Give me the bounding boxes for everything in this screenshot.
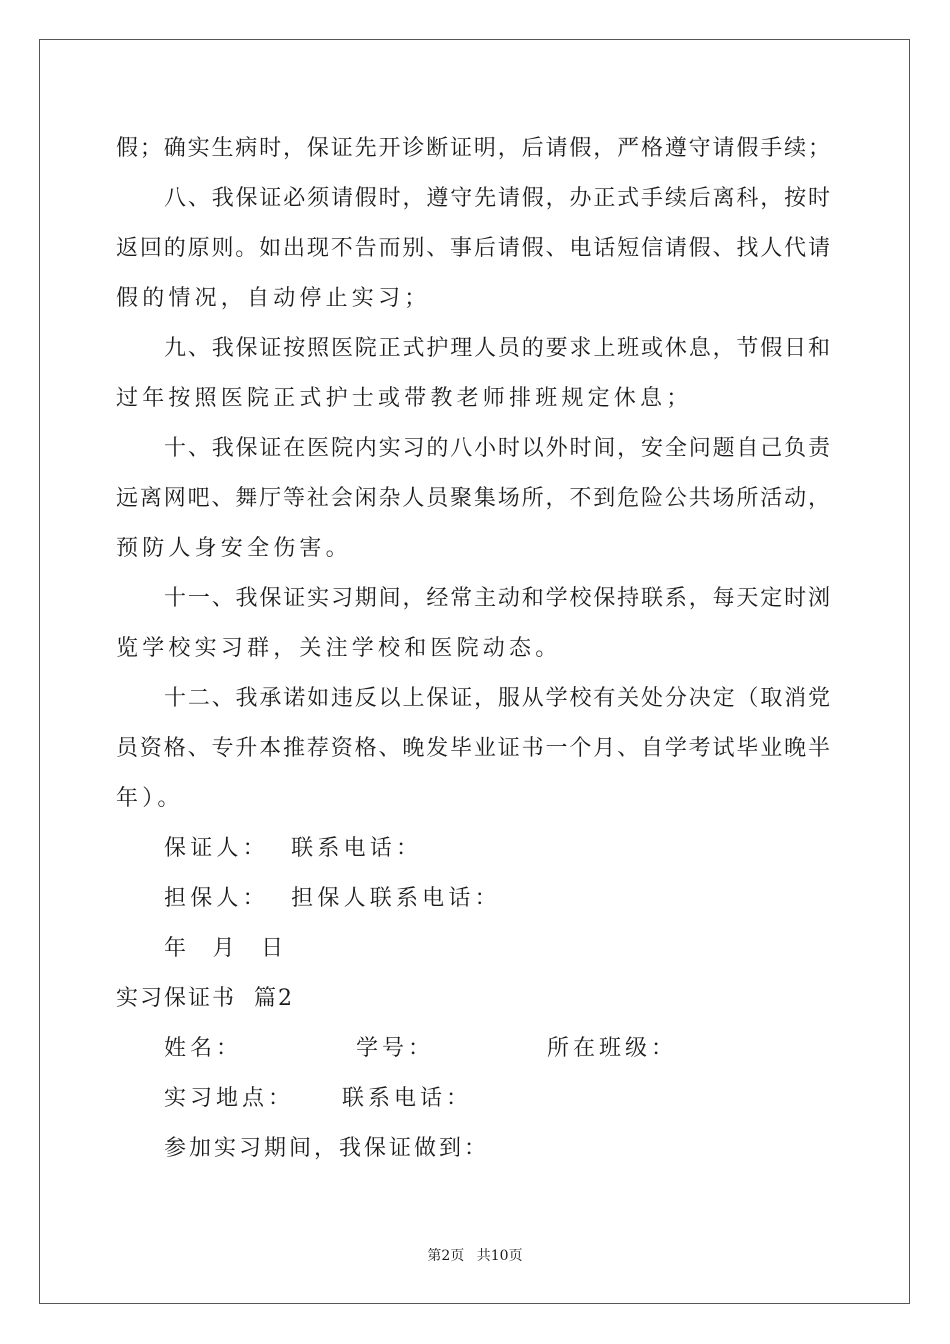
text-line: 预防人身安全伤害。 xyxy=(116,536,352,561)
text-line: 十二、我承诺如违反以上保证，服从学校有关处分决定（取消党 xyxy=(164,686,830,711)
section-heading: 实习保证书 篇2 xyxy=(116,986,294,1011)
text-line: 假；确实生病时，保证先开诊断证明，后请假，严格遵守请假手续； xyxy=(116,136,830,161)
text-line: 览学校实习群，关注学校和医院动态。 xyxy=(116,636,562,661)
text-line: 过年按照医院正式护士或带教老师排班规定休息； xyxy=(116,386,693,411)
page-footer xyxy=(0,1247,950,1265)
name-label: 姓名： xyxy=(164,1036,243,1061)
page-border xyxy=(39,39,910,1304)
page-number: 第2页 xyxy=(427,1248,465,1264)
text-line: 八、我保证必须请假时，遵守先请假，办正式手续后离科，按时 xyxy=(164,186,830,211)
location-label: 实习地点： xyxy=(164,1086,295,1111)
text-line: 十一、我保证实习期间，经常主动和学校保持联系，每天定时浏 xyxy=(164,586,830,611)
text-line: 员资格、专升本推荐资格、晚发毕业证书一个月、自学考试毕业晚半 xyxy=(116,736,830,761)
class-label: 所在班级： xyxy=(547,1036,678,1061)
sponsor-line: 担保人： 担保人联系电话： xyxy=(164,886,501,911)
phone-label: 联系电话： xyxy=(342,1086,473,1111)
text-line: 假的情况，自动停止实习； xyxy=(116,286,431,311)
guarantor-line: 保证人： 联系电话： xyxy=(164,836,423,861)
text-line: 返回的原则。如出现不告而别、事后请假、电话短信请假、找人代请 xyxy=(116,236,830,261)
text-line: 年）。 xyxy=(116,786,184,811)
text-line: 九、我保证按照医院正式护理人员的要求上班或休息，节假日和 xyxy=(164,336,830,361)
student-id-label: 学号： xyxy=(356,1036,435,1061)
pledge-intro: 参加实习期间，我保证做到： xyxy=(164,1136,490,1161)
page-total: 共10页 xyxy=(476,1248,523,1264)
date-line: 年 月 日 xyxy=(164,936,288,961)
text-line: 十、我保证在医院内实习的八小时以外时间，安全问题自己负责 xyxy=(164,436,830,461)
text-line: 远离网吧、舞厅等社会闲杂人员聚集场所，不到危险公共场所活动， xyxy=(116,486,830,511)
